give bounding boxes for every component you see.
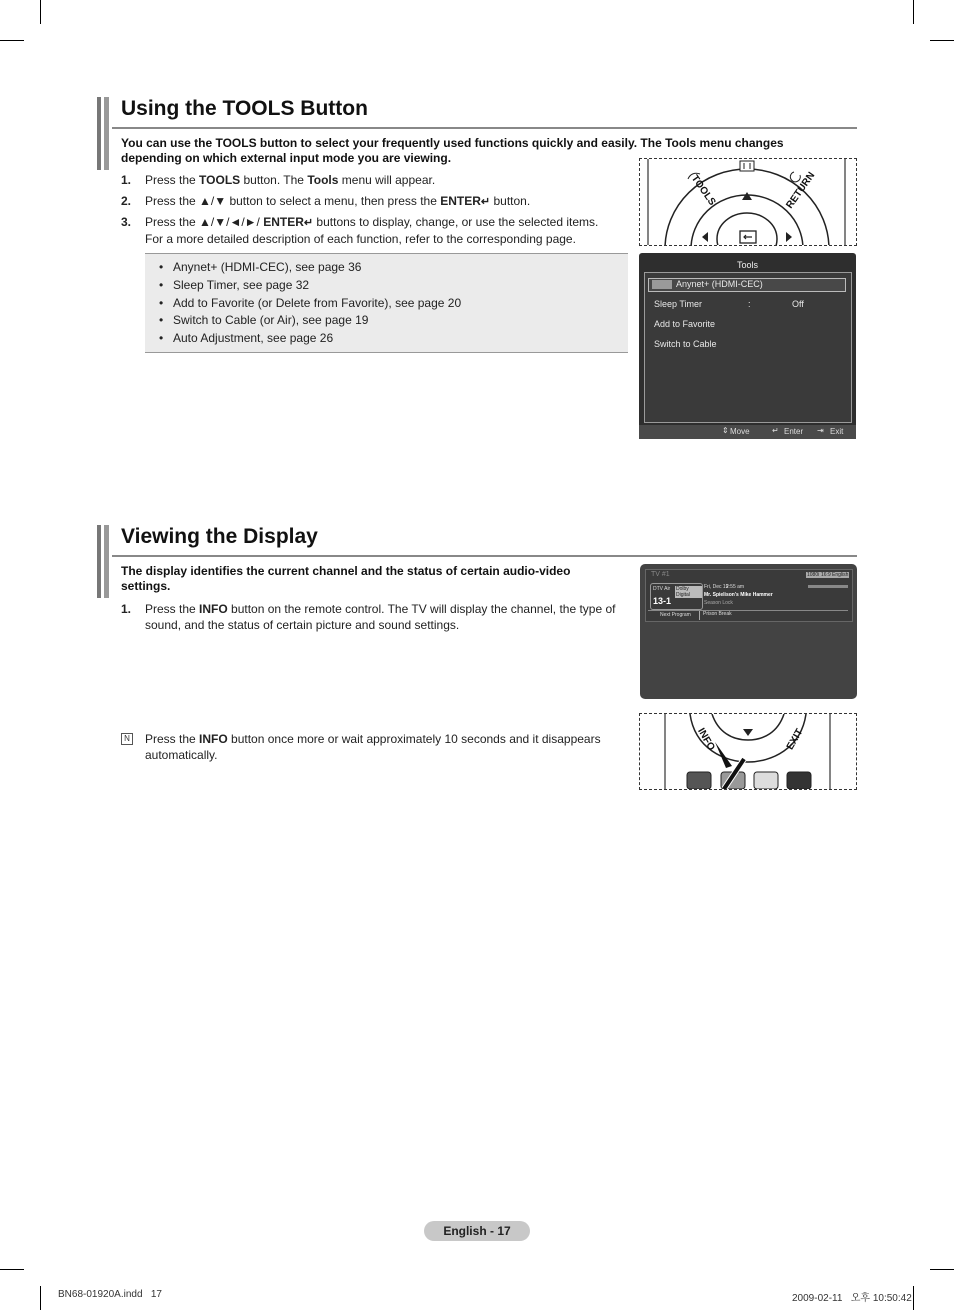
channel-box [650,583,703,610]
footer-enter: Enter [784,427,804,436]
progress-bar [808,585,848,588]
enter-icon: ↵ [772,426,779,435]
crop-mark [40,1286,41,1310]
section-rule [112,555,857,557]
section-marker [97,97,101,170]
section-marker [104,525,109,598]
tv-source-label: TV #1 [651,571,670,578]
footer-move: Move [730,427,750,436]
list-item: • Anynet+ (HDMI-CEC), see page 36 [159,260,362,274]
crop-mark [0,40,24,41]
note-icon: N [121,733,133,745]
next-program-label: Next Program [660,612,691,618]
info-display-screen [640,564,857,699]
section-lead: The display identifies the current channel and the status of certain audio-video settings. [121,564,571,593]
list-item: • Auto Adjustment, see page 26 [159,331,334,345]
exit-button-label: EXIT [784,727,806,752]
list-item: • Add to Favorite (or Delete from Favorite), see page 20 [159,296,462,310]
list-item: • Switch to Cable (or Air), see page 19 [159,313,369,327]
footer-exit: Exit [830,427,844,436]
section-title: Using the TOOLS Button [121,97,368,120]
program-sub: Season Lock [704,600,733,606]
menu-panel [644,272,852,423]
crop-mark [930,1269,954,1270]
next-program-title: Prison Break [703,611,732,617]
timestamp-slug: 2009-02-11 오후 10:50:42 [792,1293,912,1304]
remote-drawing [640,159,856,245]
section-rule [112,127,857,129]
info-banner [645,569,853,622]
menu-title: Tools [736,260,758,270]
menu-item-anynet[interactable]: Anynet+ (HDMI-CEC) [648,278,846,292]
section-marker [97,525,101,598]
exit-icon: ⇥ [817,426,824,435]
enter-icon: ↵ [303,217,314,229]
crop-mark [913,0,914,24]
remote-info-illustration [639,713,857,790]
anynet-icon [652,280,672,289]
tag-language: English [832,572,849,578]
remote-drawing [640,714,856,789]
broadcast-date: Fri, Dec 19 [704,584,729,590]
tag-resolution: 1080i [807,572,820,578]
menu-item-favorite[interactable]: Add to Favorite [654,319,716,329]
file-slug: BN68-01920A.indd 17 [58,1289,162,1300]
remote-tools-illustration [639,158,857,246]
menu-item-cable[interactable]: Switch to Cable [654,339,717,349]
tools-menu-screen [639,253,856,439]
next-program-row [648,610,848,621]
section-title: Viewing the Display [121,525,318,548]
channel-number: 13-1 [653,596,672,606]
red-button [687,772,711,789]
tools-button-label: TOOLS [688,173,718,208]
yellow-button [754,772,778,789]
menu-item-sleep-timer[interactable]: Sleep Timer [654,299,703,309]
section-lead: You can use the TOOLS button to select your frequently used functions quickly and easily. The Tools menu changes depending on which external input mode you are viewing. [121,136,784,165]
section-marker [104,97,109,170]
dtv-label: DTV Air [653,586,671,592]
feature-list [145,253,628,353]
tag-aspect: 16:9 [821,572,831,578]
program-title: Mr. Spielison's Mike Hammer [704,592,773,598]
move-icon: ⇕ [722,426,729,435]
divider [699,611,700,620]
crop-mark [0,1269,24,1270]
note-text: Press the INFO button once more or wait approximately 10 seconds and it disappears automatically. [145,732,601,762]
sleep-timer-value: Off [792,299,804,309]
audio-label: Dolby Digital [675,586,702,598]
list-item: • Sleep Timer, see page 32 [159,278,310,292]
page-number-badge: English - 17 [424,1221,530,1241]
blue-button [787,772,811,789]
crop-mark [930,40,954,41]
crop-mark [913,1286,914,1310]
sleep-separator: : [748,299,751,309]
enter-icon: ↵ [480,196,491,208]
info-button-label: INFO [695,726,717,753]
return-button-label: RETURN [784,170,818,211]
crop-mark [40,0,41,24]
broadcast-time: 2:55 am [726,584,745,590]
